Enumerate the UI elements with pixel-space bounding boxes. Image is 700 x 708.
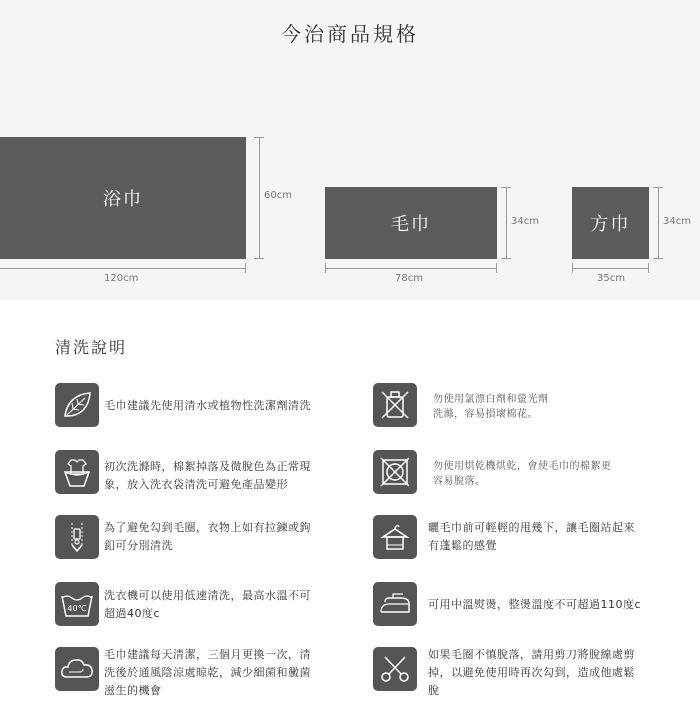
bath-height-line [259, 137, 260, 259]
bath-height-cap-top [254, 137, 264, 138]
hand-height-label: 34cm [663, 216, 691, 227]
care-text-8: 可用中溫熨燙，整燙溫度不可超過110度c [428, 598, 642, 611]
hanger-icon [373, 515, 417, 559]
care-text-7: 洗衣機可以使用低速清洗，最高水溫不可 超過40度c [104, 589, 311, 620]
airdry-icon [55, 647, 99, 691]
care-text-10: 如果毛圈不慎脫落，請用剪刀將脫線處剪 掉，以避免使用時再次勾到，造成他處鬆 脫 [428, 648, 635, 697]
care-text-5: 為了避免勾到毛圈，衣物上如有拉鍊或鉤 釦可分別清洗 [104, 521, 311, 552]
care-text-2: 勿使用氯漂白劑和螢光劑 洗滌，容易損壞棉花。 [433, 394, 549, 420]
spec-section [0, 0, 700, 300]
page-title: 今治商品規格 [281, 22, 419, 46]
care-text-6: 曬毛巾前可輕輕的甩幾下，讓毛圈站起來 有蓬鬆的感覺 [428, 521, 635, 552]
no-tumble-dry-icon [373, 450, 417, 494]
face-height-cap-bottom [501, 258, 511, 259]
leaf-icon [55, 383, 99, 427]
bath-height-cap-bottom [254, 258, 264, 259]
laundry-bag-icon [55, 450, 99, 494]
zipper-icon [55, 515, 99, 559]
face-width-label: 78cm [395, 273, 423, 284]
hand-width-cap-left [572, 263, 573, 273]
hand-height-line [658, 187, 659, 259]
hand-width-cap-right [648, 263, 649, 273]
care-title: 清洗說明 [55, 338, 128, 357]
face-width-line [325, 268, 497, 269]
care-text-1: 毛巾建議先使用清水或植物性洗潔劑清洗 [104, 399, 311, 412]
care-text-9: 毛巾建議每天清潔，三個月更換一次，清 洗後於通風陰涼處晾乾，減少細菌和黴菌 滋生的機會 [104, 648, 311, 697]
hand-towel-label: 方巾 [590, 214, 631, 235]
iron-icon [373, 582, 417, 626]
wash-40c-icon [55, 582, 99, 626]
face-height-label: 34cm [511, 216, 539, 227]
face-towel [325, 187, 497, 259]
face-width-cap-right [496, 263, 497, 273]
care-text-4: 勿使用烘乾機烘乾，會使毛巾的棉絮更 容易脫落。 [433, 461, 612, 487]
hand-height-cap-top [653, 187, 663, 188]
bath-width-line [0, 268, 246, 269]
hand-towel [572, 187, 649, 259]
bath-height-label: 60cm [264, 190, 292, 201]
face-height-cap-top [501, 187, 511, 188]
hand-width-line [572, 268, 649, 269]
hand-height-cap-bottom [653, 258, 663, 259]
bath-towel [0, 137, 246, 259]
bath-width-cap-right [245, 263, 246, 273]
wash-temp-label: 40℃ [67, 604, 87, 613]
face-towel-label: 毛巾 [391, 214, 431, 235]
care-text-3: 初次洗滌時，棉絮掉落及微脫色為正常現 象，放入洗衣袋清洗可避免產品變形 [104, 460, 311, 491]
no-bleach-icon [373, 383, 417, 427]
face-width-cap-left [325, 263, 326, 273]
scissors-icon [373, 647, 417, 691]
hand-width-label: 35cm [597, 273, 625, 284]
bath-towel-label: 浴巾 [103, 189, 143, 210]
face-height-line [506, 187, 507, 259]
bath-width-label: 120cm [104, 273, 139, 284]
